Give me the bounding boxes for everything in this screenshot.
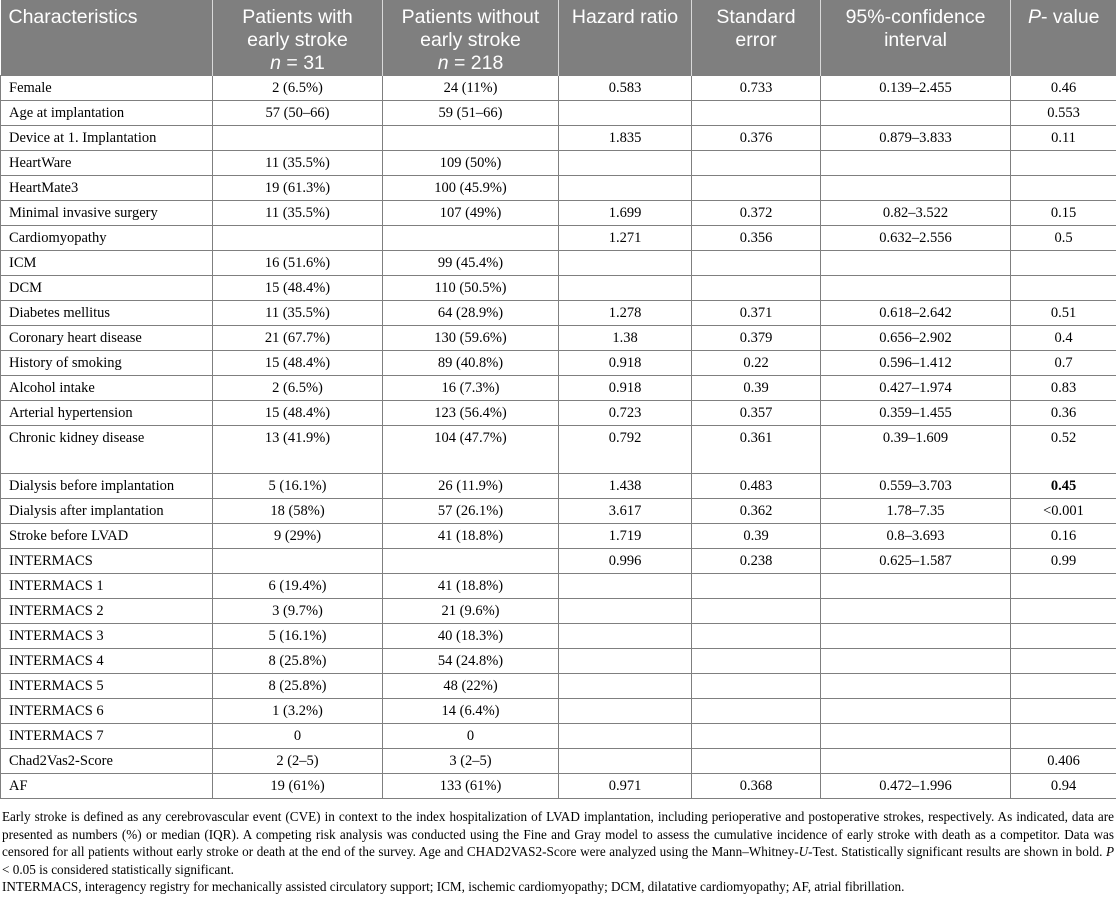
value-cell (692, 649, 821, 674)
row-label-cell: Arterial hypertension (1, 401, 213, 426)
table-row (1, 699, 1116, 724)
value-cell (692, 151, 821, 176)
value-cell: 0.361 (692, 426, 821, 474)
value-cell (1011, 176, 1116, 201)
value-cell: 19 (61%) (213, 774, 383, 799)
value-cell: 16 (7.3%) (383, 376, 559, 401)
value-cell (821, 101, 1011, 126)
value-cell: 18 (58%) (213, 499, 383, 524)
value-cell: 11 (35.5%) (213, 201, 383, 226)
abbreviations-paragraph: INTERMACS, interagency registry for mechanically assisted circulatory support; ICM, ischemic cardiomyopathy; DCM, dilatative cardiomyopathy; AF, atrial fibrillation. (2, 879, 905, 894)
value-cell (821, 749, 1011, 774)
value-cell (559, 101, 692, 126)
value-cell (1011, 251, 1116, 276)
value-cell: 0.472–1.996 (821, 774, 1011, 799)
value-cell: 109 (50%) (383, 151, 559, 176)
value-cell (692, 699, 821, 724)
value-cell: 0.379 (692, 326, 821, 351)
value-cell: 0.51 (1011, 301, 1116, 326)
value-cell: 15 (48.4%) (213, 351, 383, 376)
value-cell: 0.94 (1011, 774, 1116, 799)
value-cell: 16 (51.6%) (213, 251, 383, 276)
value-cell: 8 (25.8%) (213, 649, 383, 674)
value-cell (692, 599, 821, 624)
value-cell (559, 276, 692, 301)
value-cell: 0.39 (692, 524, 821, 549)
value-cell (1011, 276, 1116, 301)
value-cell: 26 (11.9%) (383, 474, 559, 499)
value-cell: 0.996 (559, 549, 692, 574)
value-cell: 107 (49%) (383, 201, 559, 226)
value-cell (1011, 724, 1116, 749)
table-row (1, 724, 1116, 749)
value-cell: 2 (2–5) (213, 749, 383, 774)
row-label-cell: Female (1, 76, 213, 101)
row-label-cell: Diabetes mellitus (1, 301, 213, 326)
value-cell: 41 (18.8%) (383, 574, 559, 599)
value-cell (559, 699, 692, 724)
value-cell (821, 624, 1011, 649)
value-cell: 0.36 (1011, 401, 1116, 426)
value-cell: 0.362 (692, 499, 821, 524)
value-cell: 0.733 (692, 76, 821, 101)
value-cell (213, 226, 383, 251)
value-cell: 0.356 (692, 226, 821, 251)
value-cell: 0.625–1.587 (821, 549, 1011, 574)
value-cell (692, 176, 821, 201)
value-cell (821, 699, 1011, 724)
header-with-early-stroke: Patients with early stroke n = 31 (213, 0, 383, 76)
value-cell: 0.139–2.455 (821, 76, 1011, 101)
table-row (1, 126, 1116, 151)
value-cell: 104 (47.7%) (383, 426, 559, 474)
value-cell: 41 (18.8%) (383, 524, 559, 549)
row-label-cell: AF (1, 774, 213, 799)
value-cell: 0.83 (1011, 376, 1116, 401)
row-label-cell: Dialysis after implantation (1, 499, 213, 524)
value-cell (692, 724, 821, 749)
value-cell (383, 226, 559, 251)
value-cell: 1.78–7.35 (821, 499, 1011, 524)
table-row (1, 624, 1116, 649)
table-row (1, 101, 1116, 126)
table-row (1, 674, 1116, 699)
table-row (1, 599, 1116, 624)
value-cell: 99 (45.4%) (383, 251, 559, 276)
value-cell: 0.632–2.556 (821, 226, 1011, 251)
value-cell: 2 (6.5%) (213, 76, 383, 101)
value-cell: 8 (25.8%) (213, 674, 383, 699)
table-row (1, 251, 1116, 276)
value-cell: 48 (22%) (383, 674, 559, 699)
value-cell: 0.7 (1011, 351, 1116, 376)
value-cell: 0.656–2.902 (821, 326, 1011, 351)
value-cell (559, 749, 692, 774)
value-cell: 0.22 (692, 351, 821, 376)
value-cell: 0.372 (692, 201, 821, 226)
value-cell: 6 (19.4%) (213, 574, 383, 599)
value-cell: 0.99 (1011, 549, 1116, 574)
header-hazard-ratio: Hazard ratio (559, 0, 692, 76)
row-label-cell: Age at implantation (1, 101, 213, 126)
header-confidence-interval: 95%-confidence interval (821, 0, 1011, 76)
value-cell: 9 (29%) (213, 524, 383, 549)
value-cell (1011, 624, 1116, 649)
row-label-cell: INTERMACS 4 (1, 649, 213, 674)
table-row (1, 151, 1116, 176)
table-body (1, 76, 1116, 799)
table-row (1, 401, 1116, 426)
value-cell: <0.001 (1011, 499, 1116, 524)
value-cell: 0.359–1.455 (821, 401, 1011, 426)
row-label-cell: INTERMACS (1, 549, 213, 574)
value-cell: 11 (35.5%) (213, 151, 383, 176)
value-cell: 0.723 (559, 401, 692, 426)
value-cell: 1 (3.2%) (213, 699, 383, 724)
value-cell: 3.617 (559, 499, 692, 524)
value-cell: 21 (67.7%) (213, 326, 383, 351)
value-cell: 0.553 (1011, 101, 1116, 126)
value-cell: 0.792 (559, 426, 692, 474)
value-cell: 57 (50–66) (213, 101, 383, 126)
value-cell: 0.371 (692, 301, 821, 326)
row-label-cell: Chronic kidney disease (1, 426, 213, 474)
row-label-cell: DCM (1, 276, 213, 301)
value-cell (821, 176, 1011, 201)
value-cell: 0.15 (1011, 201, 1116, 226)
row-label-cell: INTERMACS 3 (1, 624, 213, 649)
table-row (1, 574, 1116, 599)
value-cell: 123 (56.4%) (383, 401, 559, 426)
value-cell: 24 (11%) (383, 76, 559, 101)
value-cell: 64 (28.9%) (383, 301, 559, 326)
row-label-cell: Minimal invasive surgery (1, 201, 213, 226)
value-cell (559, 574, 692, 599)
value-cell (559, 649, 692, 674)
value-cell: 57 (26.1%) (383, 499, 559, 524)
value-cell: 0.618–2.642 (821, 301, 1011, 326)
value-cell (383, 126, 559, 151)
value-cell: 100 (45.9%) (383, 176, 559, 201)
table-row (1, 426, 1116, 474)
value-cell: 0.406 (1011, 749, 1116, 774)
table-row (1, 226, 1116, 251)
row-label-cell: Cardiomyopathy (1, 226, 213, 251)
row-label-cell: Alcohol intake (1, 376, 213, 401)
value-cell: 1.438 (559, 474, 692, 499)
row-label-cell: History of smoking (1, 351, 213, 376)
row-label-cell: Coronary heart disease (1, 326, 213, 351)
row-label-cell: Dialysis before implantation (1, 474, 213, 499)
value-cell: 0 (213, 724, 383, 749)
value-cell: 1.278 (559, 301, 692, 326)
value-cell: 89 (40.8%) (383, 351, 559, 376)
value-cell (692, 624, 821, 649)
value-cell: 0.5 (1011, 226, 1116, 251)
row-label-cell: INTERMACS 2 (1, 599, 213, 624)
value-cell: 0.8–3.693 (821, 524, 1011, 549)
value-cell (692, 251, 821, 276)
value-cell: 3 (2–5) (383, 749, 559, 774)
value-cell (1011, 574, 1116, 599)
value-cell: 0.368 (692, 774, 821, 799)
value-cell: 0.357 (692, 401, 821, 426)
value-cell: 21 (9.6%) (383, 599, 559, 624)
value-cell: 40 (18.3%) (383, 624, 559, 649)
value-cell (692, 574, 821, 599)
value-cell (821, 276, 1011, 301)
value-cell: 13 (41.9%) (213, 426, 383, 474)
value-cell (821, 151, 1011, 176)
row-label-cell: HeartMate3 (1, 176, 213, 201)
value-cell (821, 574, 1011, 599)
value-cell: 0.11 (1011, 126, 1116, 151)
row-label-cell: Chad2Vas2-Score (1, 749, 213, 774)
value-cell: 0.918 (559, 351, 692, 376)
row-label-cell: HeartWare (1, 151, 213, 176)
value-cell: 0.376 (692, 126, 821, 151)
value-cell: 0.16 (1011, 524, 1116, 549)
value-cell (559, 674, 692, 699)
value-cell (692, 749, 821, 774)
table-header-row (1, 0, 1116, 76)
table-row (1, 474, 1116, 499)
value-cell: 15 (48.4%) (213, 401, 383, 426)
value-cell: 0.559–3.703 (821, 474, 1011, 499)
value-cell: 0.238 (692, 549, 821, 574)
value-cell (821, 599, 1011, 624)
value-cell: 1.719 (559, 524, 692, 549)
value-cell: 1.38 (559, 326, 692, 351)
value-cell: 0.583 (559, 76, 692, 101)
row-label-cell: ICM (1, 251, 213, 276)
value-cell: 110 (50.5%) (383, 276, 559, 301)
table-footnote (0, 808, 1114, 896)
value-cell: 0.596–1.412 (821, 351, 1011, 376)
value-cell: 0.82–3.522 (821, 201, 1011, 226)
value-cell (821, 251, 1011, 276)
header-standard-error: Standard error (692, 0, 821, 76)
value-cell: 59 (51–66) (383, 101, 559, 126)
value-cell: 3 (9.7%) (213, 599, 383, 624)
value-cell: 1.271 (559, 226, 692, 251)
value-cell: 0.427–1.974 (821, 376, 1011, 401)
table-row (1, 201, 1116, 226)
value-cell (692, 276, 821, 301)
value-cell: 0.52 (1011, 426, 1116, 474)
value-cell (692, 674, 821, 699)
value-cell: 1.835 (559, 126, 692, 151)
value-cell: 11 (35.5%) (213, 301, 383, 326)
row-label-cell: INTERMACS 7 (1, 724, 213, 749)
value-cell: 0.39–1.609 (821, 426, 1011, 474)
value-cell (559, 624, 692, 649)
footnote-paragraph: Early stroke is defined as any cerebrovascular event (CVE) in context to the index hospitalization of LVAD implantation, including perioperative and postoperative strokes, respectively. As indicated, data are presented as numbers (%) or median (IQR). A competing risk analysis was conducted using the Fine and Gray model to assess the cumulative incidence of early stroke with death as a competitor. Data was censored for all patients without early stroke or death at the end of the survey. Age and CHAD2VAS2-Score were analyzed using the Mann–Whitney-U-Test. Statistically significant results are shown in bold. P < 0.05 is considered statistically significant. (2, 809, 1114, 877)
value-cell: 5 (16.1%) (213, 624, 383, 649)
value-cell (821, 674, 1011, 699)
row-label-cell: INTERMACS 5 (1, 674, 213, 699)
header-characteristics: Characteristics (1, 0, 213, 76)
row-label-cell: Device at 1. Implantation (1, 126, 213, 151)
value-cell: 1.699 (559, 201, 692, 226)
value-cell (213, 126, 383, 151)
table-row (1, 176, 1116, 201)
value-cell (1011, 674, 1116, 699)
table-row (1, 351, 1116, 376)
value-cell: 0.971 (559, 774, 692, 799)
header-p-value: P- value (1011, 0, 1116, 76)
value-cell (821, 649, 1011, 674)
value-cell (559, 151, 692, 176)
value-cell: 0 (383, 724, 559, 749)
table-row (1, 276, 1116, 301)
value-cell: 0.4 (1011, 326, 1116, 351)
value-cell: 19 (61.3%) (213, 176, 383, 201)
value-cell (559, 599, 692, 624)
row-label-cell: INTERMACS 1 (1, 574, 213, 599)
value-cell: 54 (24.8%) (383, 649, 559, 674)
value-cell: 130 (59.6%) (383, 326, 559, 351)
value-cell (1011, 599, 1116, 624)
value-cell (821, 724, 1011, 749)
row-label-cell: Stroke before LVAD (1, 524, 213, 549)
table-row (1, 524, 1116, 549)
value-cell (559, 724, 692, 749)
row-label-cell: INTERMACS 6 (1, 699, 213, 724)
value-cell (692, 101, 821, 126)
value-cell: 0.45 (1011, 474, 1116, 499)
table-row (1, 549, 1116, 574)
value-cell: 15 (48.4%) (213, 276, 383, 301)
table-row (1, 76, 1116, 101)
value-cell: 5 (16.1%) (213, 474, 383, 499)
table-row (1, 301, 1116, 326)
value-cell: 14 (6.4%) (383, 699, 559, 724)
value-cell: 133 (61%) (383, 774, 559, 799)
value-cell: 0.46 (1011, 76, 1116, 101)
table-row (1, 774, 1116, 799)
value-cell (1011, 699, 1116, 724)
table-row (1, 649, 1116, 674)
value-cell: 0.918 (559, 376, 692, 401)
table-row (1, 376, 1116, 401)
header-without-early-stroke: Patients without early stroke n = 218 (383, 0, 559, 76)
table-row (1, 326, 1116, 351)
table-row (1, 499, 1116, 524)
value-cell: 0.879–3.833 (821, 126, 1011, 151)
value-cell (1011, 649, 1116, 674)
value-cell (1011, 151, 1116, 176)
value-cell (559, 176, 692, 201)
value-cell (559, 251, 692, 276)
value-cell: 0.483 (692, 474, 821, 499)
value-cell (213, 549, 383, 574)
value-cell (383, 549, 559, 574)
value-cell: 2 (6.5%) (213, 376, 383, 401)
table-row (1, 749, 1116, 774)
value-cell: 0.39 (692, 376, 821, 401)
